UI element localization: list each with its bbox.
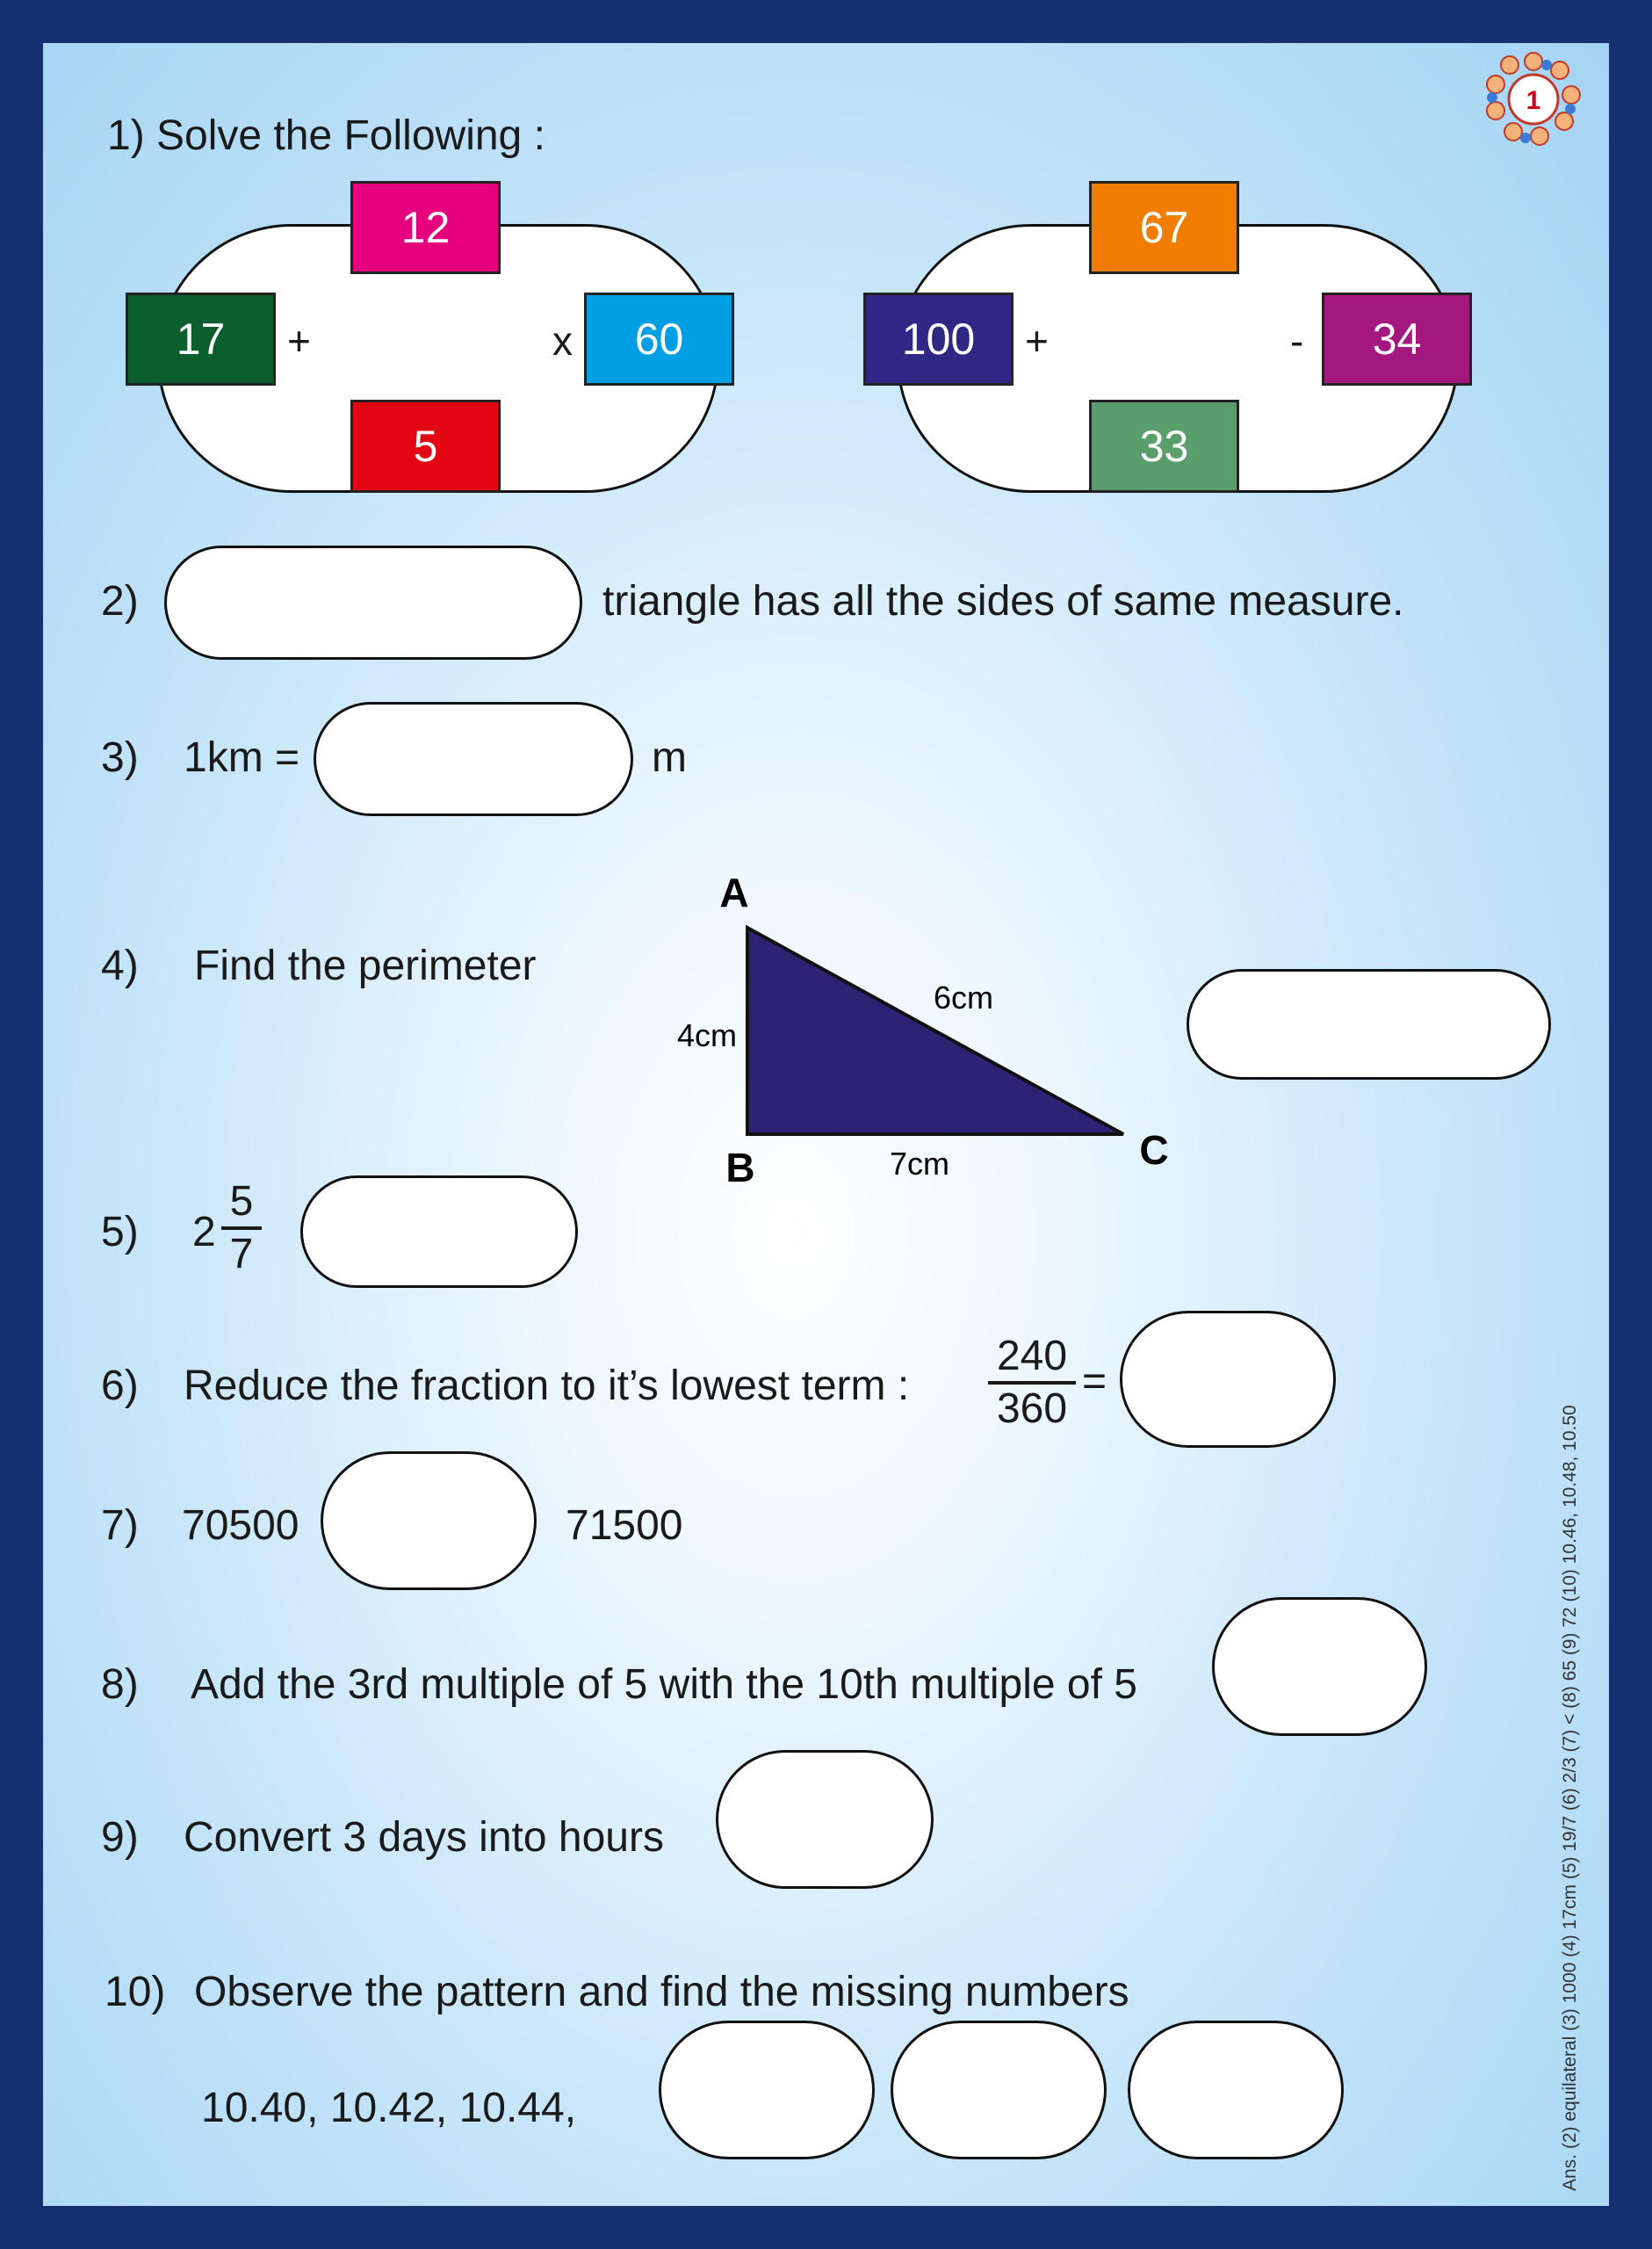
q2-answer-box[interactable] <box>164 546 582 660</box>
q6-fraction <box>988 1335 1076 1430</box>
q10-text: Observe the pattern and find the missing numbers <box>194 1969 1129 2015</box>
q6-denominator: 360 <box>996 1385 1068 1432</box>
q3-answer-box[interactable] <box>314 702 633 816</box>
q2-text: triangle has all the sides of same measure. <box>602 578 1404 625</box>
q1-right-left-box: 100 <box>863 293 1014 386</box>
q4-number: 4) <box>101 943 139 989</box>
vertex-c-label: C <box>1139 1127 1169 1173</box>
side-bc-label: 7cm <box>889 1146 950 1182</box>
q1-label: 1) Solve the Following : <box>107 112 545 159</box>
answer-key: Ans. (2) equilateral (3) 1000 (4) 17cm (5) 19/7 (6) 2/3 (7) < (8) 65 (9) 72 (10) 10.46, 10.48, 10.50 <box>1560 1405 1580 2191</box>
q5-answer-box[interactable] <box>300 1175 578 1288</box>
side-ab-label: 4cm <box>676 1017 738 1053</box>
q10-answer-box-3[interactable] <box>1128 2021 1344 2159</box>
q1-right-top-box: 67 <box>1089 181 1239 274</box>
q10-answer-box-2[interactable] <box>891 2021 1107 2159</box>
q1-left-left-box: 17 <box>126 293 276 386</box>
q5-whole: 2 <box>192 1209 216 1255</box>
q6-answer-box[interactable] <box>1120 1311 1336 1448</box>
q1-right-minus: - <box>1290 318 1304 364</box>
q10-sequence: 10.40, 10.42, 10.44, <box>201 2085 577 2131</box>
q4-text: Find the perimeter <box>194 943 537 989</box>
q3-text: 1km = <box>184 734 300 781</box>
q7-right-number: 71500 <box>566 1502 683 1549</box>
q1-left-top-box: 12 <box>350 181 501 274</box>
q1-left-plus: + <box>287 318 311 364</box>
q7-left-number: 70500 <box>182 1502 299 1549</box>
q2-number: 2) <box>101 578 139 625</box>
q7-answer-box[interactable] <box>321 1451 537 1590</box>
q1-right-bottom-box: 33 <box>1089 400 1239 493</box>
q4-triangle-figure <box>605 816 1202 1203</box>
q1-left-times: x <box>552 318 573 364</box>
q3-number: 3) <box>101 734 139 781</box>
triangle-abc <box>747 928 1123 1134</box>
q8-answer-box[interactable] <box>1212 1597 1427 1736</box>
q6-equals: = <box>1082 1358 1107 1405</box>
side-ac-label: 6cm <box>933 980 994 1016</box>
worksheet-page <box>43 43 1609 2206</box>
q5-fraction-bar <box>221 1226 262 1230</box>
q1-left-right-box: 60 <box>584 293 734 386</box>
q9-answer-box[interactable] <box>716 1750 934 1889</box>
q7-number: 7) <box>101 1502 139 1549</box>
q1-right-right-box: 34 <box>1322 293 1472 386</box>
q6-fraction-bar <box>988 1381 1076 1385</box>
kids-circle-badge-icon <box>1485 51 1582 148</box>
q1-right-plus: + <box>1025 318 1049 364</box>
q6-text: Reduce the fraction to it’s lowest term : <box>184 1363 910 1409</box>
q6-number: 6) <box>101 1363 139 1409</box>
vertex-b-label: B <box>725 1145 755 1190</box>
svg-text:1: 1 <box>1526 86 1541 115</box>
q5-number: 5) <box>101 1209 139 1255</box>
q1-left-bottom-box: 5 <box>350 400 501 493</box>
q3-unit: m <box>652 734 687 781</box>
q4-answer-box[interactable] <box>1187 969 1551 1080</box>
q9-text: Convert 3 days into hours <box>184 1814 664 1861</box>
q9-number: 9) <box>101 1814 139 1861</box>
q8-text: Add the 3rd multiple of 5 with the 10th multiple of 5 <box>191 1661 1137 1708</box>
q6-numerator: 240 <box>996 1333 1068 1379</box>
q10-number: 10) <box>105 1969 166 2015</box>
q5-numerator: 5 <box>229 1178 254 1225</box>
q8-number: 8) <box>101 1661 139 1708</box>
vertex-a-label: A <box>719 870 749 915</box>
q5-denominator: 7 <box>229 1231 254 1277</box>
q5-fraction <box>221 1178 262 1277</box>
q10-answer-box-1[interactable] <box>659 2021 875 2159</box>
